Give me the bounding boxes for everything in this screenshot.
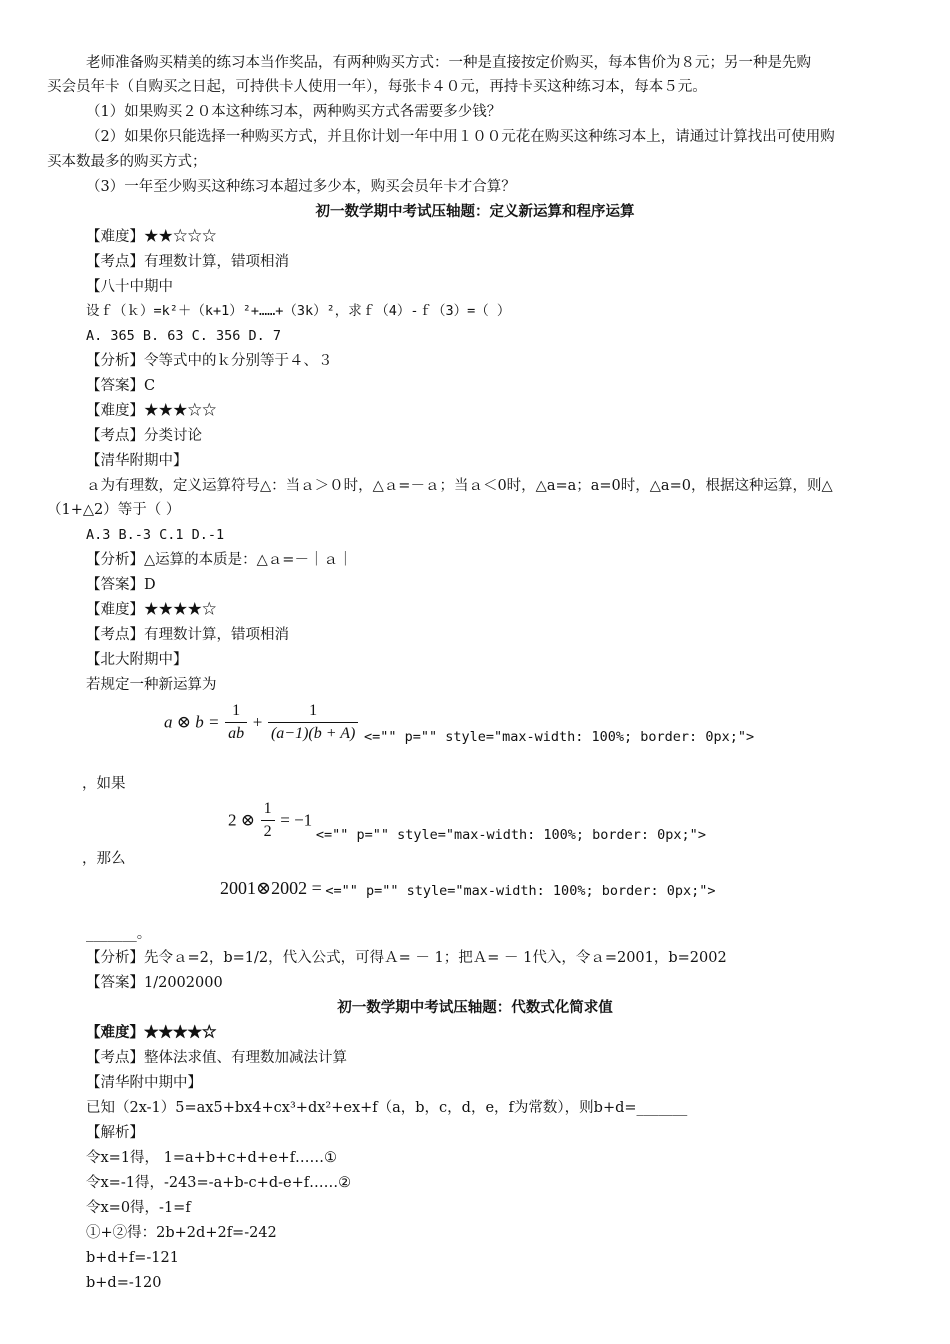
p2-options: A.3 B.-3 C.1 D.-1: [86, 527, 225, 543]
p2-topic: 【考点】分类讨论: [86, 428, 202, 444]
p2-question-b: （1+△2）等于（ ）: [47, 502, 181, 518]
formula1-plus: +: [252, 712, 263, 732]
formula1-lhs: a ⊗ b =: [164, 712, 220, 732]
s2-question: 已知（2x-1）5=ax5+bx4+cx³+dx²+ex+f（a，b，c，d，e，f为常数），则b+d=_______: [86, 1100, 688, 1116]
p2-analysis: 【分析】△运算的本质是：△ａ=－｜ａ｜: [86, 552, 353, 568]
p3-topic: 【考点】有理数计算，错项相消: [86, 627, 289, 643]
p1-question: 设ｆ（ｋ）=k²＋（k+1）²+……+（3k）²，求ｆ（4）-ｆ（3）=（ ）: [86, 303, 511, 319]
p3-analysis: 【分析】先令ａ=2，b=1/2，代入公式，可得Ａ= － 1；把Ａ= － 1代入，令ａ=2001，b=2002: [86, 950, 727, 966]
s2-step-4: ①+②得：2b+2d+2f=-242: [86, 1225, 277, 1241]
formula2-broken-tag-text: <="" p="" style="max-width: 100%; border: 0px;">: [315, 827, 706, 843]
formula1-fraction-2: [268, 700, 358, 745]
formula-question: [220, 878, 716, 899]
s2-step-6: b+d=-120: [86, 1275, 162, 1291]
p3-answer: 【答案】1/2002000: [86, 975, 223, 991]
s2-topic: 【考点】整体法求值、有理数加减法计算: [86, 1050, 347, 1066]
formula2-numerator: 1: [261, 798, 275, 821]
intro-question-2b: 买本数最多的购买方式；: [47, 154, 207, 170]
formula2-rhs: = −1: [280, 810, 313, 830]
s2-step-5: b+d+f=-121: [86, 1250, 179, 1266]
s2-step-3: 令x=0得，-1=f: [86, 1200, 191, 1216]
formula1-broken-tag-text: <="" p="" style="max-width: 100%; border: 0px;">: [363, 729, 755, 745]
p2-source: 【清华附期中】: [86, 453, 188, 469]
p3-question: 若规定一种新运算为: [86, 677, 217, 693]
s2-step-1: 令x=1得， 1=a+b+c+d+e+f……①: [86, 1150, 338, 1166]
p3-text-then: ，那么: [82, 851, 126, 867]
s2-difficulty: 【难度】★★★★☆: [86, 1024, 217, 1041]
p1-analysis: 【分析】令等式中的ｋ分别等于４、３: [86, 353, 333, 369]
s2-source: 【清华附中期中】: [86, 1075, 202, 1091]
formula1-f1-numerator: 1: [225, 700, 247, 723]
formula2-lhs: 2 ⊗: [228, 810, 255, 830]
section-title-new-operation: 初一数学期中考试压轴题：定义新运算和程序运算: [315, 204, 635, 220]
p3-text-if: ，如果: [82, 776, 126, 792]
formula-new-operation: [164, 700, 754, 745]
p3-answer-blank: _______。: [86, 926, 152, 942]
p1-topic: 【考点】有理数计算，错项相消: [86, 254, 289, 270]
s2-step-2: 令x=-1得，-243=-a+b-c+d-e+f……②: [86, 1175, 352, 1191]
formula1-f2-numerator: 1: [268, 700, 358, 723]
s2-solution-label: 【解析】: [86, 1125, 144, 1141]
formula2-fraction: [261, 798, 275, 843]
intro-question-2a: （2）如果你只能选择一种购买方式，并且你计划一年中用１００元花在购买这种练习本上，请通过计算找出可使用购: [86, 129, 835, 145]
intro-line-1: 老师准备购买精美的练习本当作奖品，有两种购买方式：一种是直接按定价购买，每本售价为８元；另一种是先购: [86, 55, 811, 71]
section-title-algebra: 初一数学期中考试压轴题：代数式化简求值: [337, 1000, 613, 1016]
p1-answer: 【答案】C: [86, 378, 156, 394]
formula-condition: [228, 798, 706, 843]
p2-answer: 【答案】D: [86, 577, 156, 593]
p2-difficulty: 【难度】★★★☆☆: [86, 403, 217, 419]
p1-difficulty: 【难度】★★☆☆☆: [86, 229, 217, 245]
formula1-fraction-1: [225, 700, 247, 745]
p3-source: 【北大附期中】: [86, 652, 188, 668]
intro-question-3: （3）一年至少购买这种练习本超过多少本，购买会员年卡才合算？: [86, 179, 516, 195]
intro-line-2: 买会员年卡（自购买之日起，可持供卡人使用一年），每张卡４０元，再持卡买这种练习本，每本５元。: [47, 79, 707, 95]
intro-question-1: （1）如果购买２０本这种练习本，两种购买方式各需要多少钱？: [86, 104, 502, 120]
p1-source: 【八十中期中: [86, 279, 173, 295]
p2-question-a: ａ为有理数，定义运算符号△：当ａ＞０时，△ａ=－ａ；当ａ＜0时，△a=a；a=0时，△a=0，根据这种运算，则△: [86, 478, 833, 494]
formula3-expression: 2001⊗2002 =: [220, 878, 322, 898]
formula1-f2-denominator: (a−1)(b + A): [270, 725, 356, 742]
formula2-denominator: 2: [263, 823, 272, 840]
p3-difficulty: 【难度】★★★★☆: [86, 602, 217, 618]
formula1-f1-denominator: ab: [228, 725, 245, 742]
formula3-broken-tag-text: <="" p="" style="max-width: 100%; border: 0px;">: [325, 883, 716, 899]
p1-options: A. 365 B. 63 C. 356 D. 7: [86, 328, 282, 344]
